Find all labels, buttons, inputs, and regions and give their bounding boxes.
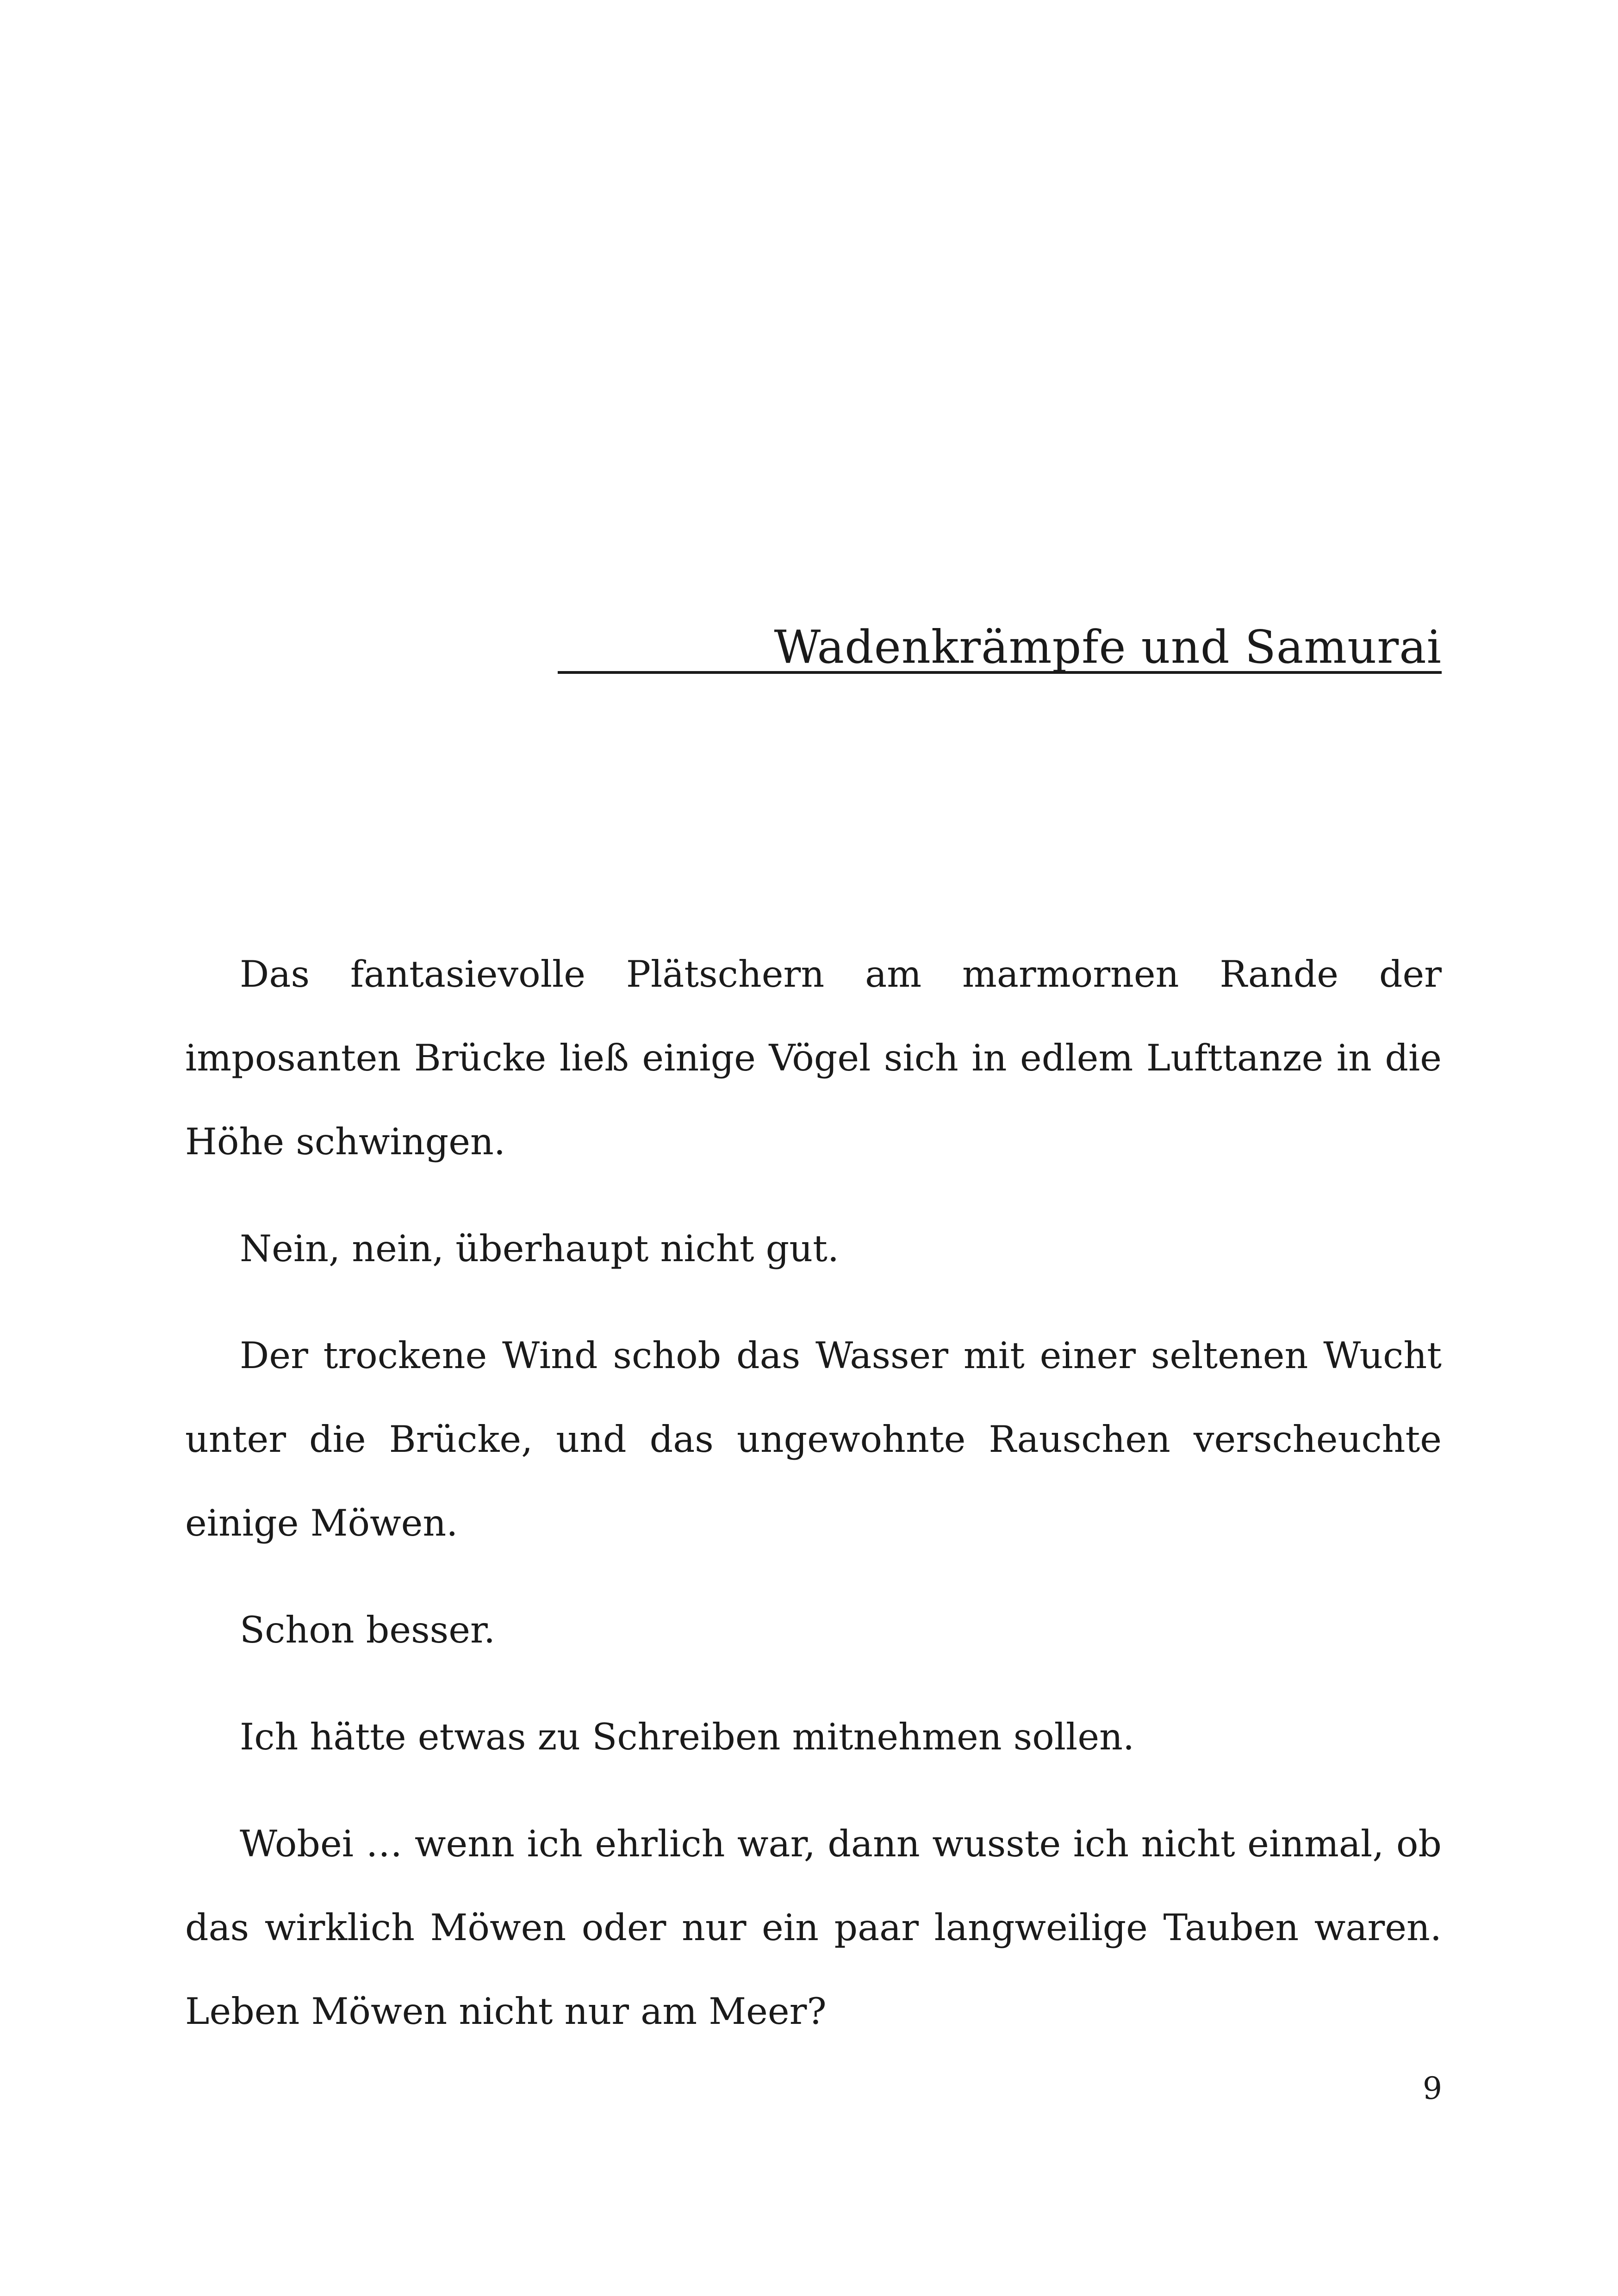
chapter-title: Wadenkrämpfe und Samurai bbox=[774, 621, 1442, 674]
paragraph: Ich hätte etwas zu Schreiben mitnehmen sollen. bbox=[240, 1716, 1135, 1758]
paragraph: Der trockene Wind schob das Wasser mit einer seltenen Wucht unter die Brücke, und das ungewohnte Rauschen verscheuchte einige Möwen. bbox=[185, 1334, 1442, 1544]
chapter-body bbox=[185, 933, 1442, 2077]
page-number: 9 bbox=[1423, 2071, 1442, 2106]
paragraph: Das fantasievolle Plätschern am marmornen Rande der imposanten Brücke ließ einige Vögel sich in edlem Lufttanze in die Höhe schwingen. bbox=[185, 953, 1442, 1163]
chapter-heading-rule bbox=[558, 618, 1442, 674]
paragraph: Wobei … wenn ich ehrlich war, dann wusste ich nicht einmal, ob das wirklich Möwen oder nur ein paar langweilige Tauben waren. Leben Möwen nicht nur am Meer? bbox=[185, 1823, 1442, 2033]
paragraph: Schon besser. bbox=[240, 1609, 496, 1651]
paragraph: Nein, nein, überhaupt nicht gut. bbox=[240, 1227, 839, 1270]
